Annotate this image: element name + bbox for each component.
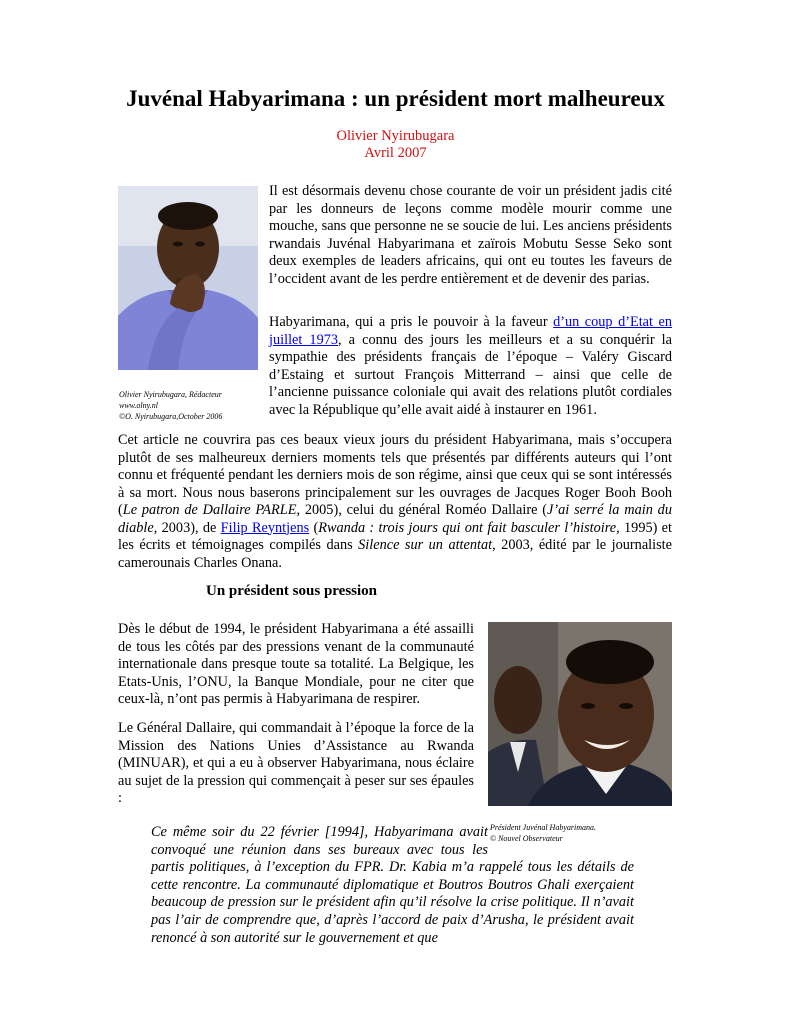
book-title: J’ai serré la main du diable [118,502,672,536]
author-photo [118,186,258,370]
book-title: Rwanda : trois jours qui ont fait basculer l’histoire [318,519,617,536]
habyarimana-portrait-image [488,622,672,806]
dallaire-quote [151,824,634,947]
quote-text: Ce même soir du 22 février [1994], Habyarimana avait convoqué une réunion dans ses bureaux avec tous les partis politiques, à l’exception du FPR. Dr. Kabia m’a rappelé tous les détails de cette rencontre. La communauté diplomatique et Boutros Boutros Ghali exerçaient beaucoup de pression sur le président afin qu’il résolve la crise politique. Il n’avait pas l’air de comprendre que, d’après l’accord de paix d’Arusha, le président avait renoncé à son autorité sur le gouvernement et que [151,824,634,946]
text-run: Cet article ne couvrira pas ces beaux vieux jours du président Habyarimana, mais s’occupera plutôt de ses malheureux derniers moments tels que présentés par différents auteurs qui l’ont connu et fréquenté pendant les derniers mois de son régime, ainsi que ceux qui se sont intéressés à sa mort. Nous nous baserons principalement sur les ouvrages de Jacques Roger Booh Booh ( [118,432,672,518]
publication-date: Avril 2007 [364,145,427,161]
habyarimana-photo [488,622,672,806]
caption-line: © Nouvel Observateur [490,834,563,843]
section-heading: Un président sous pression [206,583,378,599]
body-paragraph-sources [118,432,672,572]
body-paragraph-pressure: Dès le début de 1994, le président Habyarimana a été assailli de tous les côtés par des pressions venant de la communauté internationale dans presque toute sa totalité. La Belgique, les Etats-Unis, l’ONU, la Banque Mondiale, pour ne citer que ceux-là, n’ont pas permis à Habyarimana de respirer. [118,621,474,707]
author-photo-caption [119,389,269,422]
book-title: Le patron de Dallaire PARLE [122,502,297,518]
coup-detat-link[interactable]: d’un coup d’Etat en juillet 1973 [269,314,672,348]
author-name: Olivier Nyirubugara [336,128,455,144]
body-paragraph-dallaire: Le Général Dallaire, qui commandait à l’époque la force de la Mission des Nations Unies d’Assistance au Rwanda (MINUAR), et qui a eu à observer Habyarimana, nous éclaire au sujet de la pression qui commençait à peser sur ses épaules : [118,720,474,806]
text-run: , 2003, édité par le journaliste camerounais Charles Onana. [118,537,672,571]
book-title: Silence sur un attentat [358,537,493,553]
author-portrait-image [118,186,258,370]
caption-line: www.olny.nl [119,401,158,410]
intro-paragraph-1: Il est désormais devenu chose courante de voir un président jadis cité par les donneurs de leçons comme modèle mourir comme une mouche, sans que personne ne se soucie de lui. Les anciens présidents rwandais Juvénal Habyarimana et zaïrois Mobutu Sesse Seko sont deux exemples de leaders africains, qui ont eu toutes les faveurs de l’occident avant de les perdre entièrement et de devenir des parias. [269,183,672,287]
text-run: ( [309,519,319,536]
text-run: , 1995) et les écrits et témoignages compilés dans [118,519,672,553]
caption-line: Olivier Nyirubugara, Rédacteur [119,390,222,399]
intro-paragraph-2 [269,314,672,419]
text-run: Habyarimana, qui a pris le pouvoir à la faveur [269,314,554,330]
caption-line: Président Juvénal Habyarimana. [490,823,596,832]
quote-caption-spacer [488,824,634,848]
text-run: , 2003), de [153,519,221,536]
text-run: , a connu des jours les meilleurs et a su conquérir la sympathie des présidents français de l’époque – Valéry Giscard d’Estaing et surtout François Mitterrand – ainsi que celle de l’ancienne puissance coloniale qui avait des relations plutôt cordiales avec la République qu’elle avait aidé à instaurer en 1961. [269,331,672,418]
filip-reyntjens-link[interactable]: Filip Reyntjens [220,519,310,536]
text-run: , 2005), celui du général Roméo Dallaire ( [296,502,548,518]
caption-line: ©O. Nyirubugara,October 2006 [119,412,223,421]
byline [0,128,791,162]
article-title: Juvénal Habyarimana : un président mort malheureux [126,86,665,111]
